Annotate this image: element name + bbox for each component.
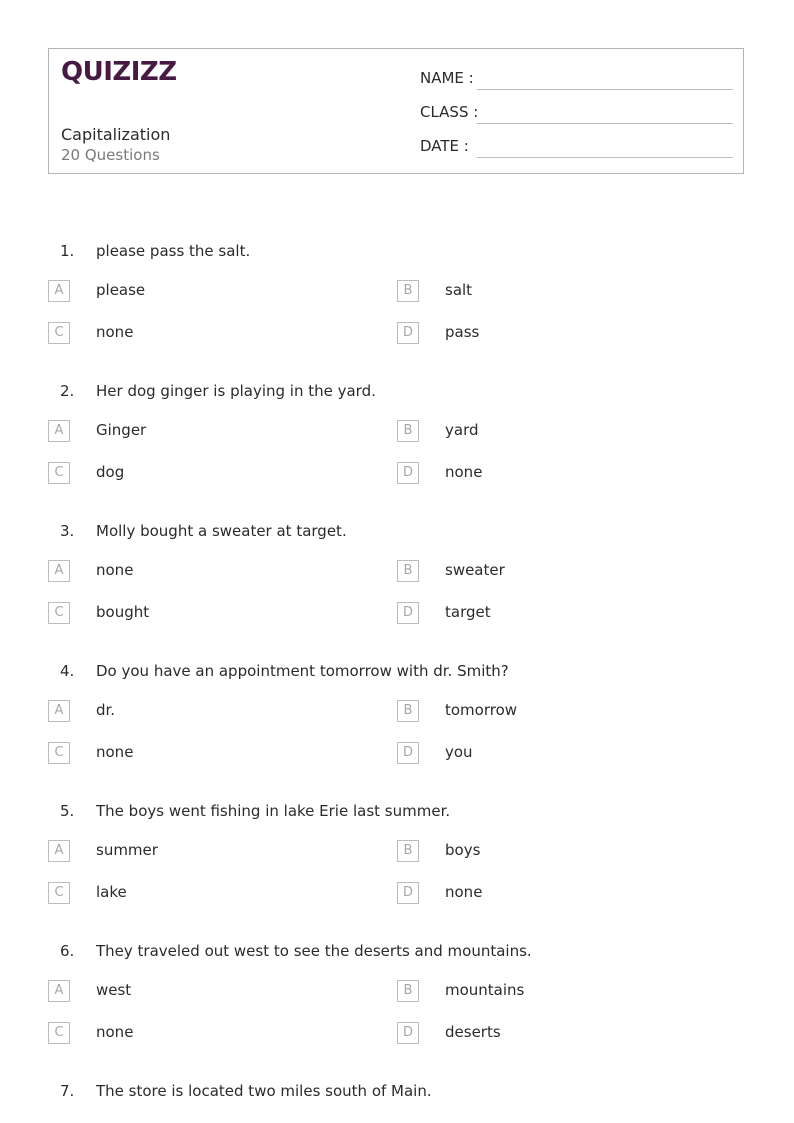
date-line[interactable] xyxy=(477,157,733,158)
option-letter-box[interactable]: A xyxy=(48,420,70,442)
question-text: The store is located two miles south of Main. xyxy=(96,1082,432,1100)
option-text: please xyxy=(96,281,146,299)
option-letter-box[interactable]: C xyxy=(48,322,70,344)
option-letter-box[interactable]: D xyxy=(397,322,419,344)
option-text: none xyxy=(96,1023,134,1041)
date-label: DATE : xyxy=(420,137,469,155)
question-text: Molly bought a sweater at target. xyxy=(96,522,347,540)
option-letter-box[interactable]: B xyxy=(397,980,419,1002)
option-text: salt xyxy=(445,281,473,299)
question-number: 5. xyxy=(60,802,75,820)
option-text: pass xyxy=(445,323,480,341)
option-text: none xyxy=(96,561,134,579)
option-text: boys xyxy=(445,841,481,859)
question-text: They traveled out west to see the deserts and mountains. xyxy=(96,942,532,960)
option-letter-box[interactable]: D xyxy=(397,462,419,484)
question-count: 20 Questions xyxy=(61,146,160,164)
option-text: dog xyxy=(96,463,125,481)
option-text: tomorrow xyxy=(445,701,518,719)
option-text: west xyxy=(96,981,132,999)
option-text: bought xyxy=(96,603,150,621)
option-text: deserts xyxy=(445,1023,501,1041)
option-letter-box[interactable]: B xyxy=(397,280,419,302)
question-text: please pass the salt. xyxy=(96,242,251,260)
name-label: NAME : xyxy=(420,69,474,87)
option-letter-box[interactable]: A xyxy=(48,840,70,862)
option-letter-box[interactable]: A xyxy=(48,700,70,722)
option-letter-box[interactable]: C xyxy=(48,882,70,904)
option-text: Ginger xyxy=(96,421,147,439)
option-letter-box[interactable]: B xyxy=(397,420,419,442)
option-letter-box[interactable]: C xyxy=(48,462,70,484)
option-text: none xyxy=(445,463,483,481)
option-letter-box[interactable]: D xyxy=(397,742,419,764)
option-text: mountains xyxy=(445,981,525,999)
option-text: you xyxy=(445,743,473,761)
worksheet-title: Capitalization xyxy=(61,125,171,144)
option-letter-box[interactable]: B xyxy=(397,560,419,582)
option-text: none xyxy=(96,323,134,341)
option-letter-box[interactable]: A xyxy=(48,280,70,302)
option-text: lake xyxy=(96,883,127,901)
option-letter-box[interactable]: D xyxy=(397,1022,419,1044)
option-letter-box[interactable]: C xyxy=(48,602,70,624)
option-letter-box[interactable]: C xyxy=(48,742,70,764)
option-letter-box[interactable]: D xyxy=(397,602,419,624)
option-letter-box[interactable]: D xyxy=(397,882,419,904)
option-text: sweater xyxy=(445,561,505,579)
worksheet-header xyxy=(48,48,744,174)
option-text: summer xyxy=(96,841,158,859)
option-letter-box[interactable]: A xyxy=(48,980,70,1002)
option-text: dr. xyxy=(96,701,116,719)
option-text: none xyxy=(96,743,134,761)
quizizz-logo: QUIZIZZ xyxy=(61,57,177,87)
class-line[interactable] xyxy=(477,123,733,124)
name-line[interactable] xyxy=(477,89,733,90)
question-text: The boys went fishing in lake Erie last summer. xyxy=(96,802,451,820)
question-text: Her dog ginger is playing in the yard. xyxy=(96,382,376,400)
question-number: 2. xyxy=(60,382,75,400)
class-label: CLASS : xyxy=(420,103,479,121)
question-number: 1. xyxy=(60,242,75,260)
option-text: target xyxy=(445,603,491,621)
question-number: 3. xyxy=(60,522,75,540)
question-number: 7. xyxy=(60,1082,75,1100)
option-text: yard xyxy=(445,421,479,439)
option-letter-box[interactable]: A xyxy=(48,560,70,582)
option-letter-box[interactable]: B xyxy=(397,700,419,722)
option-letter-box[interactable]: B xyxy=(397,840,419,862)
question-number: 6. xyxy=(60,942,75,960)
question-number: 4. xyxy=(60,662,75,680)
option-text: none xyxy=(445,883,483,901)
option-letter-box[interactable]: C xyxy=(48,1022,70,1044)
question-text: Do you have an appointment tomorrow with dr. Smith? xyxy=(96,662,509,680)
